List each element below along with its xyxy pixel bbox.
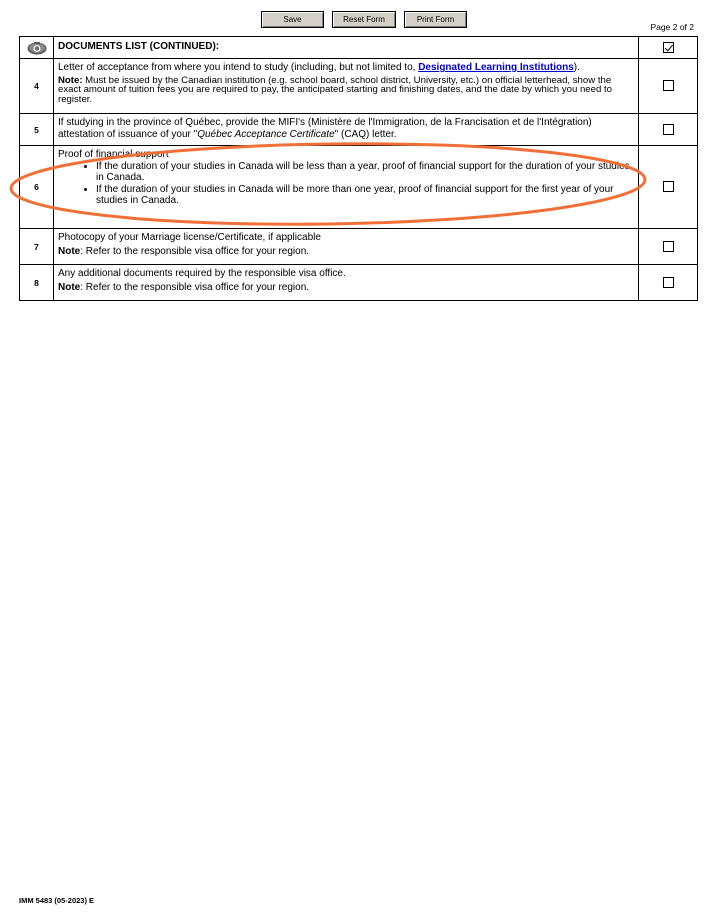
table-row — [20, 59, 698, 114]
row-description — [54, 229, 639, 265]
row-4-note: Note: Must be issued by the Canadian institution (e.g. school board, school district, University, etc.) on official letterhead, show the exact amount of tuition fees you are required to pay, the anticipated starting and finishing dates, and the date by which you need to register. — [58, 74, 612, 105]
list-item: • If the duration of your studies in Canada will be less than a year, proof of financial support for the duration of your studies in Canada. — [96, 161, 634, 184]
documents-list-title: DOCUMENTS LIST (CONTINUED): — [58, 41, 220, 53]
row-5-text: If studying in the province of Québec, provide the MIFI's (Ministère de l'Immigration, de la Francisation et de l'Intégration) attestation of issuance of your "Québec Acceptance Certificate" (CAQ) letter. — [58, 117, 592, 140]
row-number: 7 — [20, 229, 54, 265]
row-checkbox-cell — [639, 229, 698, 265]
row-description — [54, 265, 639, 301]
row-checkbox-cell — [639, 59, 698, 114]
row-6-bullet-list — [58, 161, 634, 207]
row-checkbox-cell — [639, 114, 698, 146]
header-checkbox[interactable] — [663, 42, 674, 53]
row-7-note: Note: Refer to the responsible visa office for your region. — [58, 245, 310, 257]
header-checkbox-cell — [639, 37, 698, 59]
row-checkbox-cell — [639, 146, 698, 229]
header-icon-cell — [20, 37, 54, 59]
row-checkbox-cell — [639, 265, 698, 301]
row-number: 4 — [20, 59, 54, 114]
table-row — [20, 146, 698, 229]
row-description — [54, 146, 639, 229]
row-4-main-text: Letter of acceptance from where you intend to study (including, but not limited to, Designated Learning Institutions). — [58, 62, 580, 73]
row-7-title: Photocopy of your Marriage license/Certificate, if applicable — [58, 232, 321, 243]
row-number: 6 — [20, 146, 54, 229]
form-code: IMM 5483 (05-2023) E — [19, 896, 95, 905]
row-5-checkbox[interactable] — [663, 124, 674, 135]
row-8-title: Any additional documents required by the responsible visa office. — [58, 268, 346, 279]
form-toolbar — [261, 11, 467, 28]
table-row — [20, 265, 698, 301]
table-row — [20, 114, 698, 146]
row-6-checkbox[interactable] — [663, 181, 674, 192]
row-number: 8 — [20, 265, 54, 301]
header-title-cell — [54, 37, 639, 59]
designated-learning-institutions-link[interactable]: Designated Learning Institutions — [418, 62, 574, 73]
page-indicator: Page 2 of 2 — [650, 22, 694, 32]
table-row — [20, 229, 698, 265]
row-7-checkbox[interactable] — [663, 241, 674, 252]
row-number: 5 — [20, 114, 54, 146]
row-description — [54, 114, 639, 146]
row-description — [54, 59, 639, 114]
row-8-checkbox[interactable] — [663, 277, 674, 288]
camera-icon — [27, 41, 47, 55]
documents-list-table — [19, 36, 698, 301]
reset-form-button[interactable]: Reset Form — [332, 11, 396, 28]
list-item: • If the duration of your studies in Canada will be more than one year, proof of financial support for the first year of your studies in Canada. — [96, 184, 634, 207]
print-form-button[interactable]: Print Form — [404, 11, 467, 28]
documents-list-header — [20, 37, 698, 59]
row-6-title: Proof of financial support — [58, 149, 169, 160]
save-button[interactable]: Save — [261, 11, 324, 28]
row-8-note: Note: Refer to the responsible visa office for your region. — [58, 281, 310, 293]
row-4-checkbox[interactable] — [663, 80, 674, 91]
